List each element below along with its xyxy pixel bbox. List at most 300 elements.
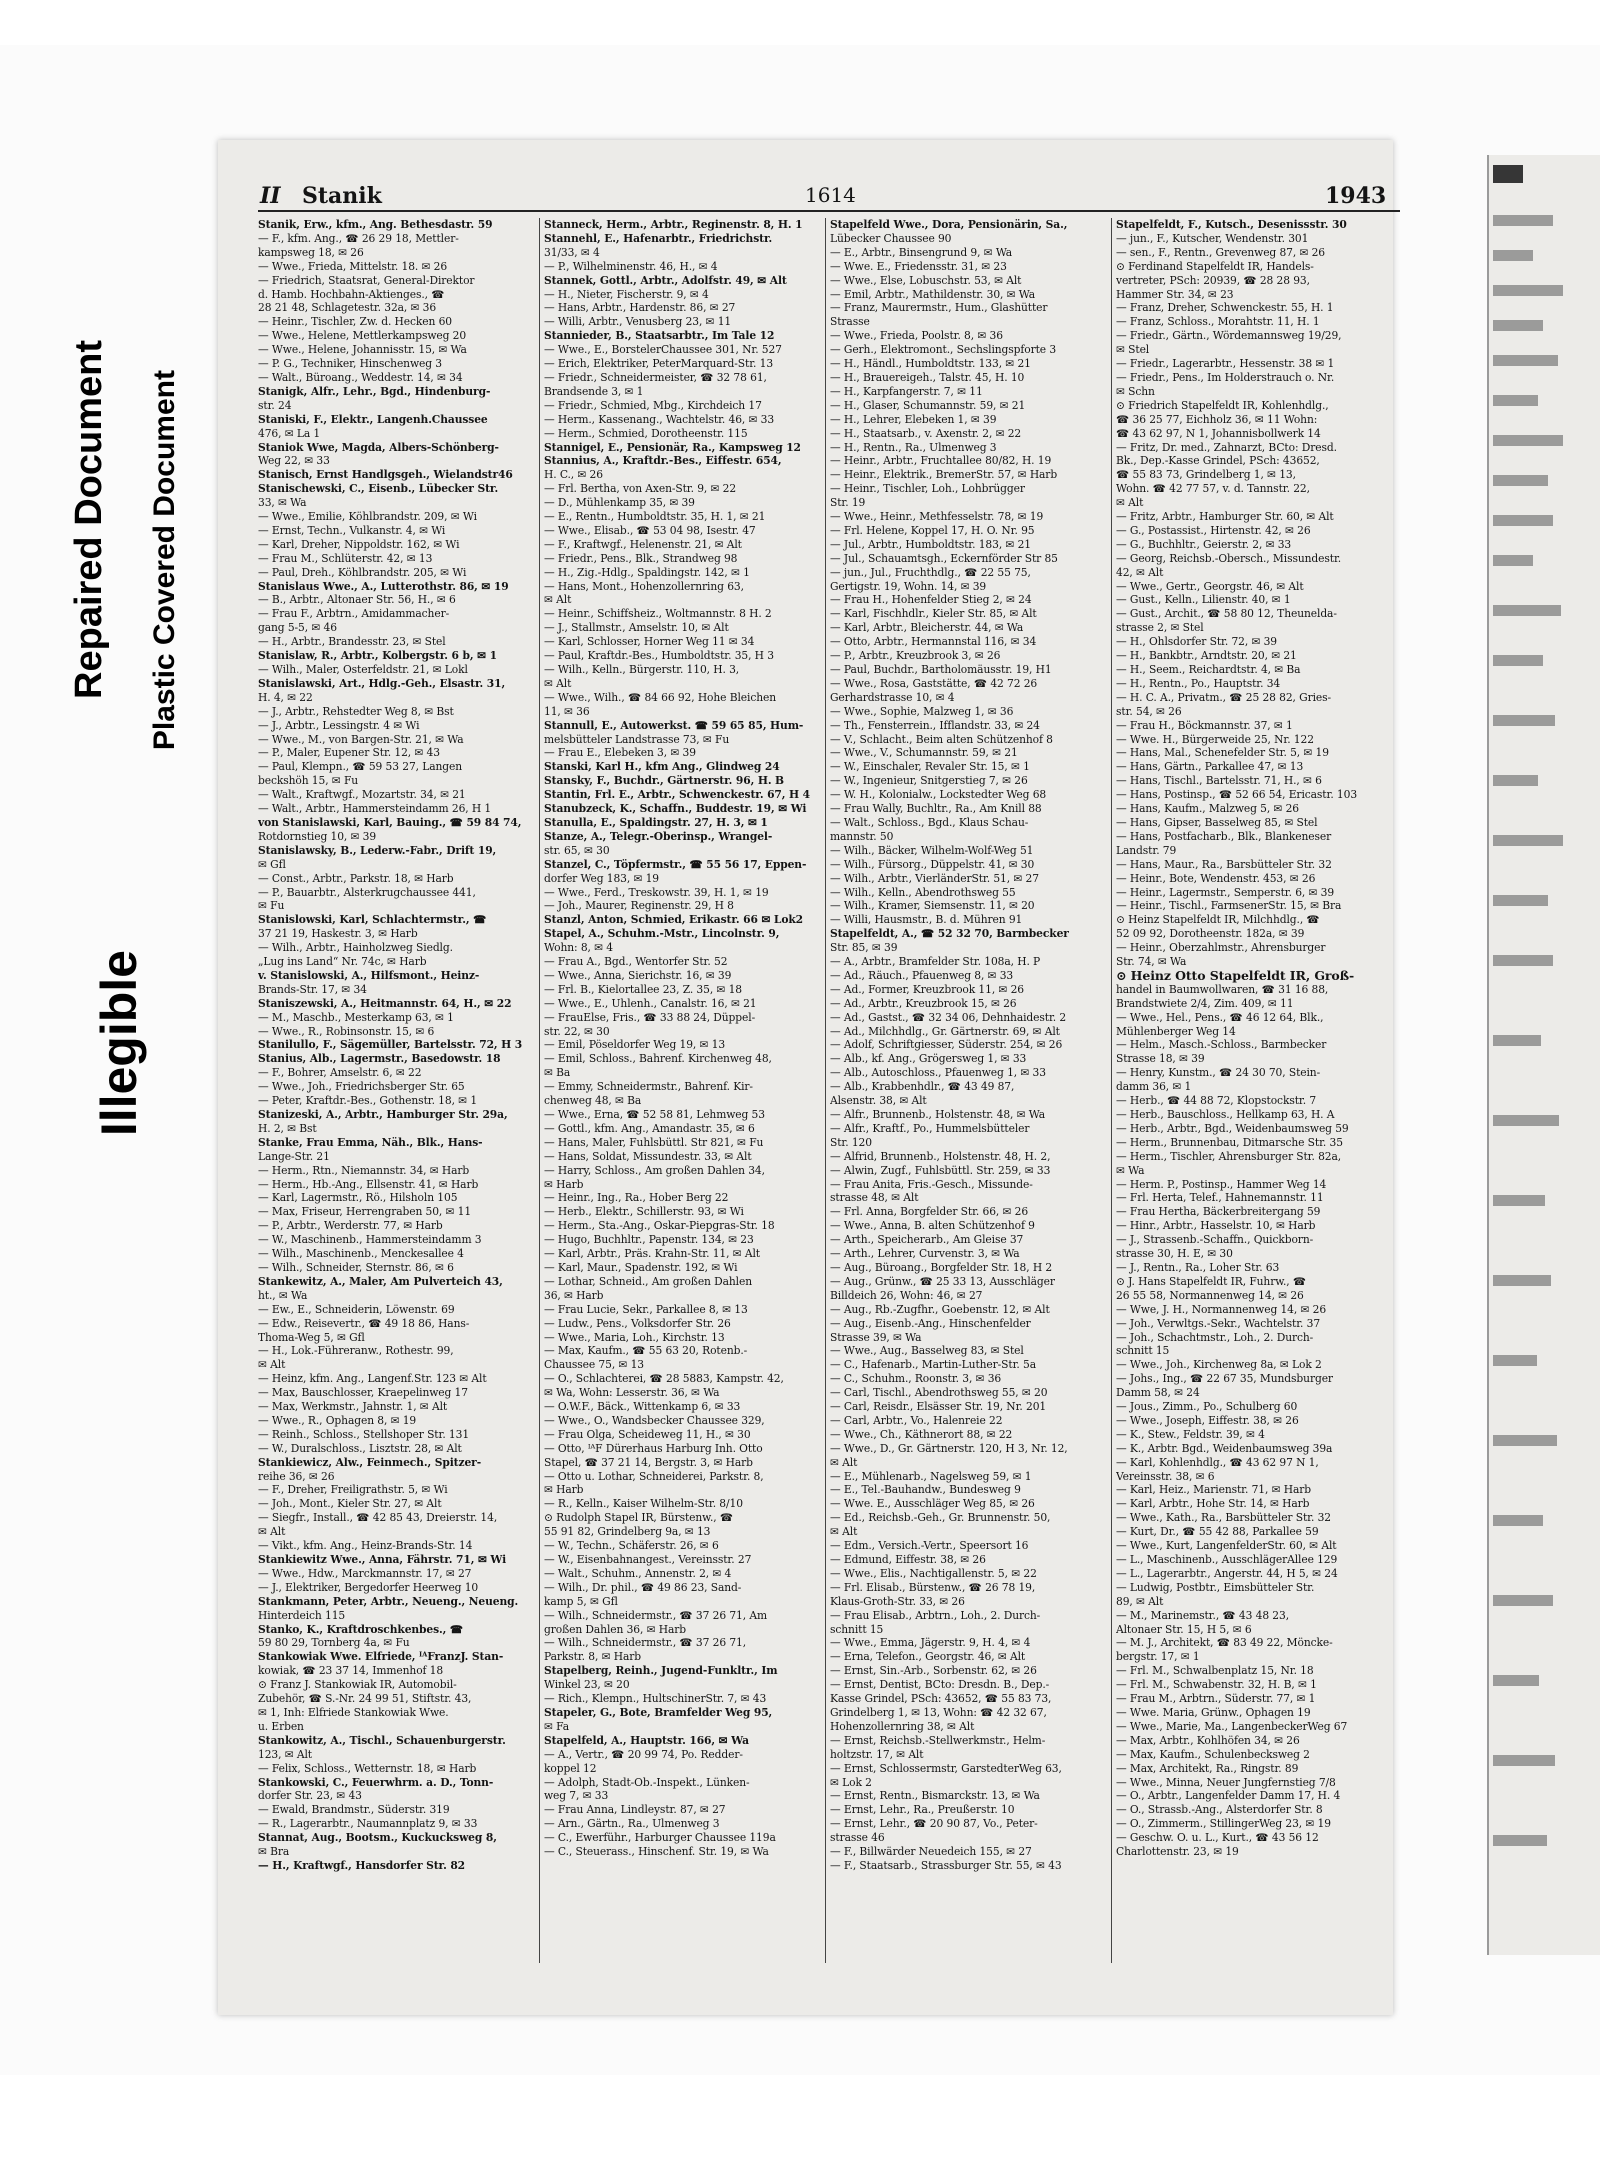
directory-entry-line: ☎ 36 25 77, Eichholz 36, ✉ 11 Wohn: [1116,412,1318,426]
directory-entry-line: str. 24 [258,398,292,412]
directory-entry-line: — Friedrich, Staatsrat, General-Direktor [258,273,475,287]
directory-entry-line: Strasse [830,315,870,329]
directory-entry-line: ⊙ Friedrich Stapelfeldt IR, Kohlenhdlg., [1116,398,1329,412]
directory-entry-line: Stapelfeld, A., Hauptstr. 166, ✉ Wa [544,1733,749,1747]
directory-entry-line: — Herm., Rtn., Niemannstr. 34, ✉ Harb [258,1163,470,1177]
directory-entry-line: — W. H., Kolonialw., Lockstedter Weg 68 [830,788,1047,802]
directory-entry-line: Stapelfeld Wwe., Dora, Pensionärin, Sa., [830,218,1068,231]
directory-entry-line: — Wilh., Fürsorg., Düppelstr. 41, ✉ 30 [830,857,1035,871]
directory-entry-line: — Hinr., Arbtr., Hasselstr. 10, ✉ Harb [1116,1219,1316,1233]
directory-entry-line: Stanislaus Wwe., A., Lutterothstr. 86, ✉ 19 [258,579,509,593]
directory-entry-line: v. Stanislowski, A., Hilfsmont., Heinz- [258,968,480,982]
directory-entry-line: — Jul., Schauamtsgh., Eckernförder Str 85 [830,551,1058,565]
directory-entry-line: — H., Glaser, Schumannstr. 59, ✉ 21 [830,398,1026,412]
directory-entry-line: — Willi, Hausmstr., B. d. Mühren 91 [830,913,1023,927]
directory-entry-line: — J., Arbtr., Lessingstr. 4 ✉ Wi [258,718,420,732]
directory-entry-line: ⊙ Rudolph Stapel IR, Bürstenw., ☎ [544,1511,734,1525]
header-rule [258,210,1400,212]
directory-entry-line: Stankiewitz Wwe., Anna, Fährstr. 71, ✉ Wi [258,1553,507,1566]
directory-entry-line: — Wwe., V., Schumannstr. 59, ✉ 21 [830,746,1018,760]
directory-entry-line: — C., Hafenarb., Martin-Luther-Str. 5a [830,1358,1036,1372]
directory-entry-line: ✉ Alt [544,676,572,690]
directory-entry-line: — Max, Friseur, Herrengraben 50, ✉ 11 [258,1205,472,1219]
directory-entry-line: Gerhardstrasse 10, ✉ 4 [830,690,955,704]
directory-entry-line: — Gust., Kelln., Lilienstr. 40, ✉ 1 [1116,593,1291,607]
directory-entry-line: 89, ✉ Alt [1116,1594,1164,1608]
directory-entry-line: — Wwe., Elis., Nachtigallenstr. 5, ✉ 22 [830,1566,1037,1580]
directory-entry-line: — W., Maschinenb., Hammersteindamm 3 [258,1233,482,1247]
directory-entry-line: ✉ Schn [1116,384,1155,398]
directory-entry-line: — Karl, Lagermstr., Rö., Hilsholn 105 [258,1191,458,1205]
directory-entry-line: — H., Arbtr., Brandesstr. 23, ✉ Stel [258,635,446,649]
directory-entry-line: — Karl, Arbtr., Bleicherstr. 44, ✉ Wa [830,621,1024,635]
directory-entry-line: — Otto, Arbtr., Hermannstal 116, ✉ 34 [830,635,1037,649]
directory-entry-line: Stanko, K., Kraftdroschkenbes., ☎ [258,1622,464,1636]
directory-entry-line: — J., Rentn., Ra., Loher Str. 63 [1116,1260,1280,1274]
directory-entry-line: — Aug., Rb.-Zugfhr., Goebenstr. 12, ✉ Alt [830,1302,1050,1316]
next-page-edge [1487,155,1600,1955]
directory-entry-line: damm 36, ✉ 1 [1116,1080,1192,1094]
directory-entry-line: — Johs., Ing., ☎ 22 67 35, Mundsburger [1116,1372,1333,1386]
directory-entry-line: — E., Mühlenarb., Nagelsweg 59, ✉ 1 [830,1469,1032,1483]
directory-entry-line: Charlottenstr. 23, ✉ 19 [1116,1845,1239,1859]
directory-entry-line: — Herm. P., Postinsp., Hammer Weg 14 [1116,1177,1327,1191]
directory-entry-line: — Hans, Soldat, Missundestr. 33, ✉ Alt [544,1149,752,1163]
directory-entry-line: Stannehl, E., Hafenarbtr., Friedrichstr. [544,231,773,245]
directory-entry-line: — Wwe., Helene, Johannisstr. 15, ✉ Wa [258,343,467,357]
page-number: 1614 [805,183,856,207]
directory-entry-line: — Arth., Lehrer, Curvenstr. 3, ✉ Wa [830,1247,1020,1261]
directory-entry-line: Kasse Grindel, PSch: 43652, ☎ 55 83 73, [830,1692,1052,1706]
directory-entry-line: Wohn: 8, ✉ 4 [544,941,614,955]
directory-entry-line: — Siegfr., Install., ☎ 42 85 43, Dreierstr. 14, [258,1511,498,1525]
directory-entry-line: H. C., ✉ 26 [544,468,603,482]
directory-entry-line: — Frl. Elisab., Bürstenw., ☎ 26 78 19, [830,1580,1036,1594]
directory-entry-line: str. 65, ✉ 30 [544,843,610,857]
directory-entry-line: — H., Kraftwgf., Hansdorfer Str. 82 [258,1858,466,1872]
directory-entry-line: mannstr. 50 [830,829,894,843]
directory-entry-line: 52 09 92, Dorotheenstr. 182a, ✉ 39 [1116,927,1305,941]
directory-entry-line: — Alb., Autoschloss., Pfauenweg 1, ✉ 33 [830,1066,1046,1080]
directory-entry-line: Hohenzollernring 38, ✉ Alt [830,1719,975,1733]
directory-entry-line: — Wwe., D., Gr. Gärtnerstr. 120, H 3, Nr. 12, [830,1441,1068,1455]
directory-entry-line: — Henry, Kunstm., ☎ 24 30 70, Stein- [1116,1066,1321,1080]
directory-entry-line: — Ernst, Lehr., ☎ 20 90 87, Vo., Peter- [830,1817,1038,1831]
directory-entry-line: Str. 74, ✉ Wa [1116,955,1187,969]
directory-entry-line: Stankowiak Wwe. Elfriede, ᴵᴬFranzJ. Stan- [258,1650,504,1664]
directory-entry-line: — Th., Fensterrein., Ifflandstr. 33, ✉ 24 [830,718,1040,732]
directory-entry-line: — P., Bauarbtr., Alsterkrugchaussee 441, [258,885,476,899]
page-title: Stanik [302,183,382,209]
directory-entry-line: — Jous., Zimm., Po., Schulberg 60 [1116,1400,1298,1414]
directory-entry-line: — L., Maschinenb., AusschlägerAllee 129 [1116,1553,1338,1566]
directory-entry-line: — Herm., Sta.-Ang., Oskar-Piepgras-Str. 18 [544,1219,775,1233]
directory-entry-line: — Herb., ☎ 44 88 72, Klopstockstr. 7 [1116,1094,1317,1108]
directory-entry-line: 37 21 19, Haskestr. 3, ✉ Harb [258,927,418,941]
directory-entry-line: — Heinr., Lagermstr., Semperstr. 6, ✉ 39 [1116,885,1335,899]
directory-entry-line: ✉ Bra [258,1845,290,1859]
directory-entry-line: — Joh., Verwltgs.-Sekr., Wachtelstr. 37 [1116,1316,1321,1330]
column-divider [825,218,826,1963]
directory-entry-line: — Alb., kf. Ang., Grögersweg 1, ✉ 33 [830,1052,1027,1066]
directory-entry-line: — Walt., Arbtr., Hammersteindamm 26, H 1 [258,802,492,816]
directory-entry-line: — W., Einschaler, Revaler Str. 15, ✉ 1 [830,760,1030,774]
directory-entry-line: ✉ Alt [258,1358,286,1372]
directory-entry-line: Rotdornstieg 10, ✉ 39 [258,829,377,843]
directory-entry-line: — Frl. Helene, Koppel 17, H. O. Nr. 95 [830,523,1035,537]
directory-entry-line: — G., Buchhltr., Geierstr. 2, ✉ 33 [1116,537,1292,551]
directory-entry-line: — Herm., Hb.-Ang., Ellsenstr. 41, ✉ Harb [258,1177,479,1191]
directory-entry-line: — O., Arbtr., Langenfelder Damm 17, H. 4 [1116,1789,1341,1803]
directory-entry-line: — Wwe., Hdw., Marckmannstr. 17, ✉ 27 [258,1566,472,1580]
directory-entry-line: — Walt., Büroang., Weddestr. 14, ✉ 34 [258,370,463,384]
directory-entry-line: — C., Steuerass., Hinschenf. Str. 19, ✉ Wa [544,1845,769,1859]
directory-entry-line: — Frau Anita, Fris.-Gesch., Missunde- [830,1177,1033,1191]
directory-entry-line: holtzstr. 17, ✉ Alt [830,1747,924,1761]
directory-entry-line: Bk., Dep.-Kasse Grindel, PSch: 43652, [1116,454,1320,468]
directory-entry-line: — Hans, Postfacharb., Blk., Blankeneser [1116,829,1332,843]
directory-entry-line: — Ernst, Rentn., Bismarckstr. 13, ✉ Wa [830,1789,1040,1803]
directory-entry-line: — Const., Arbtr., Parkstr. 18, ✉ Harb [258,871,454,885]
directory-entry-line: Gertigstr. 19, Wohn. 14, ✉ 39 [830,579,987,593]
directory-entry-line: — Wwe. E., Friedensstr. 31, ✉ 23 [830,259,1007,273]
directory-entry-line: — L., Lagerarbtr., Angerstr. 44, H 5, ✉ 24 [1116,1566,1338,1580]
directory-entry-line: Stapeler, G., Bote, Bramfelder Weg 95, [544,1705,773,1719]
directory-entry-line: — M. J., Architekt, ☎ 83 49 22, Mönckе- [1116,1636,1333,1650]
directory-entry-line: — Emil, Schloss., Bahrenf. Kirchenweg 48, [544,1052,772,1066]
directory-entry-line: Stanik, Erw., kfm., Ang. Bethesdastr. 59 [258,218,493,231]
directory-entry-line: — Wilh., Schneider, Sternstr. 86, ✉ 6 [258,1260,454,1274]
directory-entry-line: Stankowski, C., Feuerwhrm. a. D., Tonn- [258,1775,494,1789]
directory-entry-line: ✉ Alt [830,1455,858,1469]
directory-entry-line: — Heinr., Bote, Wendenstr. 453, ✉ 26 [1116,871,1316,885]
directory-entry-line: Brandstwiete 2/4, Zim. 409, ✉ 11 [1116,996,1294,1010]
directory-entry-line: Stapel, ☎ 37 21 14, Bergstr. 3, ✉ Harb [544,1455,753,1469]
column-2 [544,218,820,1978]
directory-entry-line: — Lothar, Schneid., Am großen Dahlen [544,1274,752,1288]
directory-entry-line: Stanisch, Ernst Handlgsgeh., Wielandstr46 [258,468,513,482]
directory-entry-line: Stanneck, Herm., Arbtr., Reginenstr. 8, H. 1 [544,218,803,231]
directory-entry-line: Brandsende 3, ✉ 1 [544,384,644,398]
directory-entry-line: — Ernst, Techn., Vulkanstr. 4, ✉ Wi [258,523,446,537]
directory-entry-line: — Emil, Pöseldorfer Weg 19, ✉ 13 [544,1038,726,1052]
directory-entry-line: — Wwe, J. H., Normannenweg 14, ✉ 26 [1116,1302,1327,1316]
directory-entry-line: Stannieder, B., Staatsarbtr., Im Tale 12 [544,329,775,343]
directory-entry-line: — F., Bohrer, Amselstr. 6, ✉ 22 [258,1066,422,1080]
directory-entry-line: Stanischewski, C., Eisenb., Lübecker Str. [258,482,499,496]
directory-entry-line: — F., Billwärder Neuedeich 155, ✉ 27 [830,1845,1032,1859]
directory-entry-line: gang 5-5, ✉ 46 [258,621,337,635]
directory-entry-line: — Franz, Maurermstr., Hum., Glashütter [830,301,1048,315]
directory-entry-line: — Hans, Maler, Fuhlsbüttl. Str 821, ✉ Fu [544,1135,764,1149]
directory-entry-line: — O., Zimmerm., StillingerWeg 23, ✉ 19 [1116,1817,1331,1831]
directory-entry-line: — Otto, ᴵᴬF Dürerhaus Harburg Inh. Otto [544,1441,763,1455]
directory-entry-line: — M., Marinemstr., ☎ 43 48 23, [1116,1608,1290,1622]
directory-entry-line: Stanius, Alb., Lagermstr., Basedowstr. 18 [258,1052,501,1066]
column-divider [539,218,540,1963]
directory-entry-line: — Vikt., kfm. Ang., Heinz-Brands-Str. 14 [258,1539,473,1553]
directory-entry-line: — Wilh., Maschinenb., Menckesallee 4 [258,1247,464,1261]
directory-entry-line: ht., ✉ Wa [258,1288,308,1302]
directory-entry-line: Stanigk, Alfr., Lehr., Bgd., Hindenburg- [258,384,491,398]
directory-columns [258,218,1400,1978]
directory-entry-line: — Friedr., Gärtn., Wördemannsweg 19/29, [1116,329,1342,343]
directory-entry-line: ✉ Wa [1116,1163,1145,1177]
directory-entry-line: — R., Lagerarbtr., Naumannplatz 9, ✉ 33 [258,1817,478,1831]
directory-entry-line: — Wwe., Joh., Friedrichsberger Str. 65 [258,1080,465,1094]
directory-entry-line: Staniok Wwe, Magda, Albers-Schönberg- [258,440,499,454]
directory-entry-line: Stapelfeldt, A., ☎ 52 32 70, Barmbecker [830,927,1069,941]
directory-entry-line: H. 4, ✉ 22 [258,690,313,704]
directory-entry-line: — Heinr., Tischler, Zw. d. Hecken 60 [258,315,452,329]
column-divider [1111,218,1112,1963]
directory-entry-line: 33, ✉ Wa [258,496,307,510]
directory-entry-line: schnitt 15 [830,1622,884,1636]
directory-entry-line: ✉ Stel [1116,343,1150,357]
directory-entry-line: — Wwe., Erna, ☎ 52 58 81, Lehmweg 53 [544,1108,765,1121]
directory-entry-line: — Wilh., Arbtr., Hainholzweg Siedlg. [258,941,453,955]
directory-entry-line: — B., Arbtr., Altonaer Str. 56, H., ✉ 6 [258,593,456,607]
directory-entry-line: Winkel 23, ✉ 20 [544,1678,630,1692]
directory-entry-line: koppel 12 [544,1761,597,1775]
directory-entry-line: Stanzl, Anton, Schmied, Erikastr. 66 ✉ Lok2 [544,913,804,927]
directory-entry-line: — Wwe., Kurt, LangenfelderStr. 60, ✉ Alt [1116,1539,1337,1553]
directory-entry-line: — Wwe., Frieda, Mittelstr. 18. ✉ 26 [258,259,448,273]
directory-entry-line: — Franz, Schloss., Morahtstr. 11, H. 1 [1116,315,1320,329]
directory-entry-line: ⊙ Heinz Stapelfeldt IR, Milchhdlg., ☎ [1116,913,1320,927]
directory-entry-line: — Carl, Arbtr., Vo., Halenreie 22 [830,1413,1003,1427]
directory-entry-line: — O.W.F., Bäck., Wittenkamp 6, ✉ 33 [544,1400,741,1414]
directory-entry-line: Stanzel, C., Töpfermstr., ☎ 55 56 17, Eppen- [544,857,807,871]
directory-entry-line: ☎ 55 83 73, Grindelberg 1, ✉ 13, [1116,468,1296,482]
directory-entry-line: — Frl. M., Schwabenstr. 32, H. B, ✉ 1 [1116,1678,1317,1692]
directory-entry-line: — Fritz, Dr. med., Zahnarzt, BCto: Dresd. [1116,440,1337,454]
directory-entry-line: str. 54, ✉ 26 [1116,704,1182,718]
directory-entry-line: „Lug ins Land“ Nr. 74c, ✉ Harb [258,955,427,969]
directory-entry-line: — Heinr., Oberzahlmstr., Ahrensburger [1116,941,1326,955]
directory-entry-line: — Wwe., E., BorstelerChaussee 301, Nr. 527 [544,343,782,357]
directory-entry-line: vertreter, PSch: 20939, ☎ 28 28 93, [1116,273,1310,287]
directory-entry-line: — Paul, Dreh., Köhlbrandstr. 205, ✉ Wi [258,565,467,579]
directory-entry-line: Stanilullo, F., Sägemüller, Bartelsstr. 72, H 3 [258,1038,523,1052]
directory-entry-line: — Frau Anna, Lindleystr. 87, ✉ 27 [544,1803,726,1817]
directory-entry-line: Strasse 39, ✉ Wa [830,1330,922,1344]
directory-entry-line: — Walt., Schloss., Bgd., Klaus Schau- [830,815,1029,829]
directory-entry-line: Staniszewski, A., Heitmannstr. 64, H., ✉ 22 [258,996,512,1010]
illegible-label: Illegible [91,950,147,1137]
directory-entry-line: — Georg, Reichsb.-Obersch., Missundestr. [1116,551,1342,565]
directory-entry-line: — Joh., Maurer, Reginenstr. 29, H 8 [544,899,734,913]
directory-entry-line: — Edm., Versich.-Vertr., Speersort 16 [830,1539,1029,1553]
directory-entry-line: ✉ Fa [544,1719,570,1733]
directory-entry-line: — A., Vertr., ☎ 20 99 74, Po. Redder- [544,1747,743,1761]
directory-entry-line: — Heinr., Tischl., FarmsenerStr. 15, ✉ Bra [1116,899,1342,913]
directory-entry-line: — Wwe., Heinr., Methfesselstr. 78, ✉ 19 [830,510,1044,524]
directory-entry-line: ⊙ Heinz Otto Stapelfeldt IR, Groß- [1116,968,1355,983]
directory-entry-line: ✉ Fu [258,899,285,913]
directory-entry-line: — Frau Lucie, Sekr., Parkallee 8, ✉ 13 [544,1302,748,1316]
directory-entry-line: — O., Schlachterei, ☎ 28 5883, Kampstr. 42, [544,1372,784,1386]
directory-entry-line: — Fritz, Arbtr., Hamburger Str. 60, ✉ Alt [1116,510,1334,524]
directory-entry-line: — Ad., Gastst., ☎ 32 34 06, Dehnhaidestr. 2 [830,1010,1067,1024]
directory-entry-line: kampsweg 18, ✉ 26 [258,245,364,259]
directory-entry-line: — A., Arbtr., Bramfelder Str. 108a, H. P [830,955,1041,969]
directory-entry-line: — Ewald, Brandmstr., Süderstr. 319 [258,1803,450,1817]
directory-entry-line: — O., Strassb.-Ang., Alsterdorfer Str. 8 [1116,1803,1323,1817]
page-header [260,183,1400,223]
volume-number: II [260,183,281,209]
directory-entry-line: — Paul, Kraftdr.-Bes., Humboldtstr. 35, H 3 [544,649,774,663]
directory-entry-line: — Wwe., Kath., Ra., Barsbütteler Str. 32 [1116,1511,1331,1525]
directory-entry-line: — Herb., Elektr., Schillerstr. 93, ✉ Wi [544,1205,744,1219]
directory-entry-line: — Wilh., Schneidermstr., ☎ 37 26 71, [544,1636,747,1650]
directory-entry-line: — Gottl., kfm. Ang., Amandastr. 35, ✉ 6 [544,1121,755,1135]
directory-entry-line: — Wwe., R., Ophagen 8, ✉ 19 [258,1413,417,1427]
directory-entry-line: — Frl. M., Schwalbenplatz 15, Nr. 18 [1116,1664,1314,1678]
directory-entry-line: ✉ Alt [258,1525,286,1539]
directory-entry-line: — Wwe., R., Robinsonstr. 15, ✉ 6 [258,1024,435,1038]
directory-entry-line: dorfer Weg 183, ✉ 19 [544,871,659,885]
directory-entry-line: — Max, Bauschlosser, Kraepelinweg 17 [258,1386,468,1400]
directory-entry-line: Brands-Str. 17, ✉ 34 [258,982,367,996]
directory-entry-line: Hammer Str. 34, ✉ 23 [1116,287,1234,301]
directory-entry-line: — Hans, Maur., Ra., Barsbütteler Str. 32 [1116,857,1332,871]
directory-entry-line: Stansky, F., Buchdr., Gärtnerstr. 96, H. B [544,774,784,788]
directory-entry-line: — jun., Jul., Fruchthdlg., ☎ 22 55 75, [830,565,1031,579]
directory-entry-line: — Willi, Arbtr., Venusberg 23, ✉ 11 [544,315,732,329]
directory-entry-line: — Alfrid, Brunnenb., Holstenstr. 48, H. 2, [830,1149,1051,1163]
directory-entry-line: — Gerh., Elektromont., Sechslingspforte 3 [830,343,1057,357]
directory-entry-line: — Hans, Tischl., Bartelsstr. 71, H., ✉ 6 [1116,774,1322,788]
directory-entry-line: — Karl, Arbtr., Präs. Krahn-Str. 11, ✉ Alt [544,1247,760,1261]
directory-entry-line: — Wwe., Anna, Sierichstr. 16, ✉ 39 [544,968,732,982]
directory-entry-line: — Karl, Maur., Spadenstr. 192, ✉ Wi [544,1260,738,1274]
directory-entry-line: — Harry, Schloss., Am großen Dahlen 34, [544,1163,765,1177]
directory-entry-line: — Herm., Tischler, Ahrensburger Str. 82a, [1116,1149,1342,1163]
directory-entry-line: — Wilh., Dr. phil., ☎ 49 86 23, Sand- [544,1580,742,1594]
directory-entry-line: — Jul., Arbtr., Humboldtstr. 183, ✉ 21 [830,537,1031,551]
directory-entry-line: handel in Baumwollwaren, ☎ 31 16 88, [1116,982,1329,996]
directory-entry-line: — Alwin, Zugf., Fuhlsbüttl. Str. 259, ✉ 33 [830,1163,1051,1177]
directory-entry-line: Stannius, A., Kraftdr.-Bes., Eiffestr. 654, [544,454,782,468]
directory-entry-line: Klaus-Groth-Str. 33, ✉ 26 [830,1594,965,1608]
directory-entry-line: — Hans, Postinsp., ☎ 52 66 54, Ericastr. 103 [1116,788,1358,802]
directory-entry-line: — Wwe. E., Ausschläger Weg 85, ✉ 26 [830,1497,1035,1511]
directory-entry-line: — Karl, Heiz., Marienstr. 71, ✉ Harb [1116,1483,1311,1497]
directory-entry-line: — M., Maschb., Mesterkamp 63, ✉ 1 [258,1010,454,1024]
directory-entry-line: — Joh., Schachtmstr., Loh., 2. Durch- [1116,1330,1314,1344]
directory-entry-line: Staniski, F., Elektr., Langenh.Chaussee [258,412,488,426]
directory-entry-line: — Ernst, Sin.-Arb., Sorbenstr. 62, ✉ 26 [830,1664,1037,1678]
directory-entry-line: — Alb., Krabbenhdlr., ☎ 43 49 87, [830,1080,1015,1094]
directory-entry-line: — Hans, Mont., Hohenzollernring 63, [544,579,744,593]
directory-entry-line: Stanski, Karl H., kfm Ang., Glindweg 24 [544,760,780,774]
directory-entry-line: ✉ 1, Inh: Elfriede Stankowiak Wwe. [258,1705,449,1719]
plastic-covered-label: Plastic Covered Document [148,370,181,751]
directory-entry-line: — Emil, Arbtr., Mathildenstr. 30, ✉ Wa [830,287,1035,301]
directory-entry-line: — Hugo, Buchhltr., Papenstr. 134, ✉ 23 [544,1233,754,1247]
directory-entry-line: u. Erben [258,1719,304,1733]
directory-entry-line: — Max, Arbtr., Kohlhöfen 34, ✉ 26 [1116,1733,1300,1747]
directory-entry-line: — Frau Wally, Buchltr., Ra., Am Knill 88 [830,802,1042,816]
directory-entry-line: — Herm., Schmied, Dorotheenstr. 115 [544,426,748,440]
directory-entry-line: — Wwe., Frieda, Poolstr. 8, ✉ 36 [830,329,1003,343]
directory-entry-line: dorfer Str. 23, ✉ 43 [258,1789,362,1803]
directory-entry-line: chenweg 48, ✉ Ba [544,1094,642,1108]
directory-entry-line: — Heinr., Elektrik., BremerStr. 57, ✉ Harb [830,468,1058,482]
directory-entry-line: d. Hamb. Hochbahn-Aktienges., ☎ [258,287,445,301]
directory-entry-line: — Hans, Gärtn., Parkallee 47, ✉ 13 [1116,760,1304,774]
directory-entry-line: — Wwe., Sophie, Malzweg 1, ✉ 36 [830,704,1014,718]
directory-entry-line: — Max, Werkmstr., Jahnstr. 1, ✉ Alt [258,1400,448,1414]
directory-entry-line: Stapelfeldt, F., Kutsch., Desenissstr. 30 [1116,218,1347,231]
directory-entry-line: — Paul, Buchdr., Bartholomäusstr. 19, H1 [830,663,1052,676]
directory-entry-line: — Frau E., Elebeken 3, ✉ 39 [544,746,696,760]
directory-entry-line: — Alfr., Brunnenb., Holstenstr. 48, ✉ Wa [830,1108,1045,1121]
directory-entry-line: — Hans, Arbtr., Hardenstr. 86, ✉ 27 [544,301,736,315]
directory-entry-line: Stapel, A., Schuhm.-Mstr., Lincolnstr. 9, [544,927,780,941]
directory-entry-line: — Herm., Brunnenbau, Ditmarsche Str. 35 [1116,1135,1343,1149]
directory-entry-line: — Friedr., Pens., Blk., Strandweg 98 [544,551,738,565]
directory-entry-line: — Max, Architekt, Ra., Ringstr. 89 [1116,1761,1299,1775]
directory-entry-line: ✉ Harb [544,1177,584,1191]
directory-entry-line: — Karl, Arbtr., Hohe Str. 14, ✉ Harb [1116,1497,1310,1511]
directory-entry-line: — Wilh., Kelln., Abendrothsweg 55 [830,885,1016,899]
side-labels [40,340,220,1290]
directory-entry-line: schnitt 15 [1116,1344,1170,1358]
directory-entry-line: — H., Zig.-Hdlg., Spaldingstr. 142, ✉ 1 [544,565,750,579]
directory-entry-line: — H., Bankbtr., Arndtstr. 20, ✉ 21 [1116,649,1297,663]
directory-entry-line: — jun., F., Kutscher, Wendenstr. 301 [1116,231,1309,245]
directory-entry-line: Stannat, Aug., Bootsm., Kuckucksweg 8, [258,1831,497,1845]
directory-entry-line: — Wwe. Maria, Grünw., Ophagen 19 [1116,1705,1311,1719]
directory-entry-line: — P., Wilhelminenstr. 46, H., ✉ 4 [544,259,718,273]
directory-entry-line: — W., Techn., Schäferstr. 26, ✉ 6 [544,1539,719,1553]
directory-entry-line: — Wilh., Arbtr., VierländerStr. 51, ✉ 27 [830,871,1039,885]
directory-entry-line: — Wwe., M., von Bargen-Str. 21, ✉ Wa [258,732,464,746]
directory-entry-line: — H., Händl., Humboldtstr. 133, ✉ 21 [830,357,1031,371]
directory-entry-line: 26 55 58, Normannenweg 14, ✉ 26 [1116,1288,1304,1302]
directory-entry-line: — Wwe., Ferd., Treskowstr. 39, H. 1, ✉ 19 [544,885,769,899]
directory-entry-line: — Wwe., Hel., Pens., ☎ 46 12 64, Blk., [1116,1010,1324,1024]
directory-entry-line: Stannigel, E., Pensionär, Ra., Kampsweg 12 [544,440,801,454]
directory-entry-line: — Wwe., Aug., Basselweg 83, ✉ Stel [830,1344,1024,1358]
directory-entry-line: Stanislawsky, B., Lederw.-Fabr., Drift 19, [258,843,497,857]
directory-entry-line: — V., Schlacht., Beim alten Schützenhof 8 [830,732,1053,746]
directory-entry-line: strasse 30, H. E, ✉ 30 [1116,1247,1233,1261]
directory-entry-line: — Frau M., Arbtrn., Süderstr. 77, ✉ 1 [1116,1692,1316,1706]
directory-entry-line: — Herb., Arbtr., Bgd., Weidenbaumsweg 59 [1116,1121,1349,1135]
directory-entry-line: — H., Rentn., Ra., Ulmenweg 3 [830,440,997,454]
directory-entry-line: — F., kfm. Ang., ☎ 26 29 18, Mettler- [258,231,459,245]
directory-entry-line: kamp 5, ✉ Gfl [544,1594,618,1608]
directory-entry-line: — Wwe., Emilie, Köhlbrandstr. 209, ✉ Wi [258,510,477,524]
directory-entry-line: — H., Seem., Reichardtstr. 4, ✉ Ba [1116,663,1301,676]
directory-entry-line: Stanislawski, Art., Hdlg.-Geh., Elsastr. 31, [258,676,506,690]
directory-entry-line: — H. C. A., Privatm., ☎ 25 28 82, Gries- [1116,690,1332,704]
directory-entry-line: Stankmann, Peter, Arbtr., Neueng., Neueng. [258,1594,519,1608]
directory-entry-line: — Wwe., Gertr., Georgstr. 46, ✉ Alt [1116,579,1304,593]
directory-entry-line: — Aug., Grünw., ☎ 25 33 13, Ausschläger [830,1274,1055,1288]
directory-entry-line: — Franz, Dreher, Schwenckestr. 55, H. 1 [1116,301,1334,315]
directory-entry-line: — sen., F., Rentn., Grevenweg 87, ✉ 26 [1116,245,1326,259]
directory-entry-line: — W., Ingenieur, Snitgerstieg 7, ✉ 26 [830,774,1028,788]
directory-entry-line: — Wwe., Elisab., ☎ 53 04 98, Isestr. 47 [544,523,756,537]
directory-entry-line: — Edmund, Eiffestr. 38, ✉ 26 [830,1553,986,1566]
directory-entry-line: — Otto u. Lothar, Schneiderei, Parkstr. 8, [544,1469,764,1483]
directory-entry-line: Vereinsstr. 38, ✉ 6 [1116,1469,1215,1483]
directory-entry-line: melsbütteler Landstrasse 73, ✉ Fu [544,732,730,746]
